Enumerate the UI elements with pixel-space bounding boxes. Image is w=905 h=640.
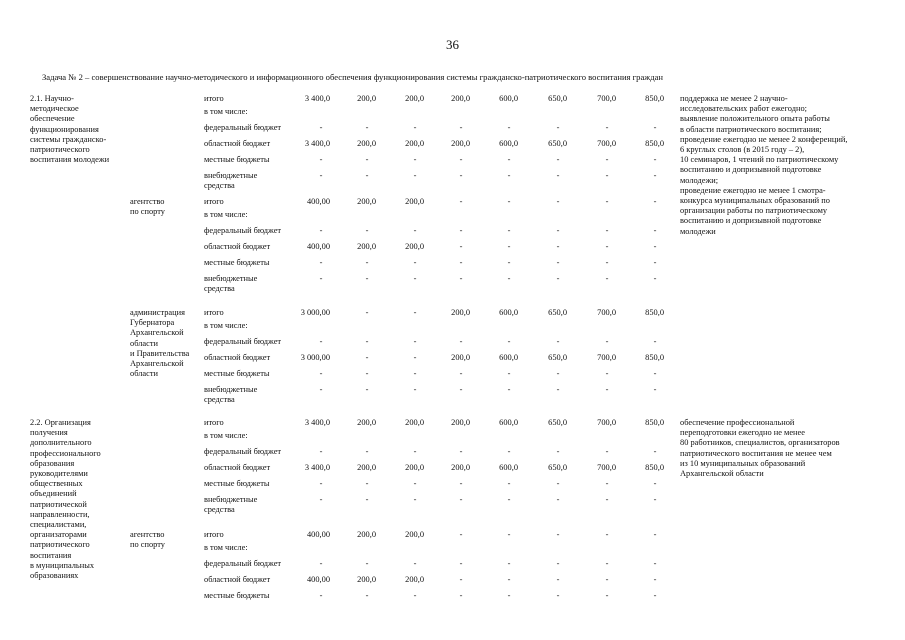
funding-source: федеральный бюджет: [204, 559, 282, 568]
funding-source: федеральный бюджет: [204, 447, 282, 456]
funding-source: областной бюджет: [204, 575, 271, 584]
value-cell: -: [365, 495, 369, 504]
funding-source: местные бюджеты: [204, 479, 270, 488]
value-cell: -: [413, 171, 417, 180]
value-cell: 700,0: [597, 94, 616, 103]
value-cell: 200,0: [357, 139, 376, 148]
value-cell: -: [319, 274, 323, 283]
value-cell: -: [556, 337, 560, 346]
value-cell: -: [413, 559, 417, 568]
value-cell: -: [507, 447, 511, 456]
value-cell: -: [605, 258, 609, 267]
value-cell: 3 000,00: [300, 308, 330, 317]
value-cell: 850,0: [645, 353, 664, 362]
value-cell: -: [556, 242, 560, 251]
executor: агентство по спорту: [130, 197, 165, 217]
funding-source: итого: [204, 197, 224, 206]
value-cell: 200,0: [451, 418, 470, 427]
value-cell: 600,0: [499, 94, 518, 103]
funding-source: в том числе:: [204, 107, 248, 116]
value-cell: 700,0: [597, 308, 616, 317]
task-title: Задача № 2 – совершенствование научно-методического и информационного обеспечения функционирования системы гражданско-патриотического воспитания граждан: [42, 72, 664, 82]
value-cell: -: [605, 369, 609, 378]
value-cell: -: [507, 369, 511, 378]
value-cell: 200,0: [451, 308, 470, 317]
funding-source: в том числе:: [204, 431, 248, 440]
value-cell: -: [507, 575, 511, 584]
value-cell: -: [459, 258, 463, 267]
value-cell: -: [459, 385, 463, 394]
value-cell: 650,0: [548, 418, 567, 427]
value-cell: 3 400,0: [304, 139, 330, 148]
value-cell: -: [365, 369, 369, 378]
value-cell: -: [605, 385, 609, 394]
value-cell: -: [459, 369, 463, 378]
value-cell: -: [413, 495, 417, 504]
value-cell: -: [459, 495, 463, 504]
value-cell: -: [605, 197, 609, 206]
value-cell: 200,0: [405, 575, 424, 584]
value-cell: -: [319, 171, 323, 180]
value-cell: -: [365, 479, 369, 488]
value-cell: -: [459, 155, 463, 164]
value-cell: 200,0: [357, 530, 376, 539]
value-cell: -: [507, 337, 511, 346]
page-number: 36: [446, 37, 459, 52]
value-cell: -: [605, 171, 609, 180]
value-cell: 700,0: [597, 139, 616, 148]
value-cell: 850,0: [645, 463, 664, 472]
value-cell: 200,0: [451, 94, 470, 103]
value-cell: 200,0: [357, 418, 376, 427]
value-cell: -: [507, 559, 511, 568]
value-cell: -: [507, 591, 511, 600]
value-cell: -: [365, 226, 369, 235]
value-cell: 400,00: [306, 242, 330, 251]
value-cell: 700,0: [597, 353, 616, 362]
value-cell: -: [653, 242, 657, 251]
value-cell: -: [556, 171, 560, 180]
value-cell: -: [653, 274, 657, 283]
value-cell: 850,0: [645, 94, 664, 103]
value-cell: -: [507, 226, 511, 235]
value-cell: -: [365, 385, 369, 394]
value-cell: -: [556, 575, 560, 584]
value-cell: 200,0: [405, 139, 424, 148]
value-cell: 200,0: [357, 197, 376, 206]
value-cell: 700,0: [597, 418, 616, 427]
value-cell: -: [459, 242, 463, 251]
value-cell: -: [653, 171, 657, 180]
value-cell: 200,0: [357, 575, 376, 584]
value-cell: 3 400,0: [304, 418, 330, 427]
value-cell: -: [319, 155, 323, 164]
value-cell: -: [556, 591, 560, 600]
value-cell: 200,0: [357, 242, 376, 251]
value-cell: -: [653, 123, 657, 132]
value-cell: -: [413, 274, 417, 283]
value-cell: 3 400,0: [304, 463, 330, 472]
funding-source: областной бюджет: [204, 139, 271, 148]
value-cell: 200,0: [451, 353, 470, 362]
value-cell: -: [365, 591, 369, 600]
value-cell: -: [605, 226, 609, 235]
value-cell: -: [507, 258, 511, 267]
value-cell: 600,0: [499, 463, 518, 472]
value-cell: 200,0: [405, 94, 424, 103]
funding-source: в том числе:: [204, 321, 248, 330]
value-cell: 850,0: [645, 308, 664, 317]
value-cell: -: [653, 447, 657, 456]
value-cell: -: [507, 123, 511, 132]
value-cell: -: [459, 591, 463, 600]
value-cell: -: [413, 369, 417, 378]
value-cell: -: [319, 479, 323, 488]
executor: агентство по спорту: [130, 530, 165, 550]
value-cell: -: [653, 258, 657, 267]
funding-source: итого: [204, 530, 224, 539]
value-cell: -: [459, 197, 463, 206]
value-cell: 200,0: [451, 139, 470, 148]
value-cell: -: [653, 591, 657, 600]
value-cell: -: [319, 337, 323, 346]
value-cell: -: [653, 226, 657, 235]
value-cell: 850,0: [645, 418, 664, 427]
value-cell: 400,00: [306, 575, 330, 584]
value-cell: -: [319, 447, 323, 456]
funding-source: местные бюджеты: [204, 258, 270, 267]
value-cell: -: [605, 123, 609, 132]
funding-source: внебюджетные средства: [204, 495, 258, 515]
value-cell: -: [365, 559, 369, 568]
value-cell: -: [556, 155, 560, 164]
value-cell: -: [365, 447, 369, 456]
value-cell: -: [653, 559, 657, 568]
value-cell: -: [459, 123, 463, 132]
value-cell: -: [365, 258, 369, 267]
value-cell: -: [413, 308, 417, 317]
value-cell: -: [653, 479, 657, 488]
value-cell: -: [413, 447, 417, 456]
value-cell: -: [605, 447, 609, 456]
value-cell: -: [459, 530, 463, 539]
value-cell: 650,0: [548, 94, 567, 103]
value-cell: -: [507, 495, 511, 504]
value-cell: -: [653, 530, 657, 539]
value-cell: -: [459, 559, 463, 568]
value-cell: -: [319, 495, 323, 504]
expected-result: поддержка не менее 2 научно- исследовательских работ ежегодно; выявление положительного опыта работы в области патриотического воспитания; проведение ежегодно не менее 2 конференций, 6 круглых столов (в 2015 году – 2), 10 семинаров, 1 чтений по патриотическому воспитанию и допризывной подготовке молодежи; проведение ежегодно не менее 1 смотра- конкурса муниципальных образований по организации работы по патриотическому воспитанию и допризывной подготовке молодежи: [680, 94, 848, 236]
value-cell: -: [507, 242, 511, 251]
value-cell: 200,0: [357, 94, 376, 103]
funding-source: внебюджетные средства: [204, 385, 258, 405]
funding-source: местные бюджеты: [204, 369, 270, 378]
funding-source: в том числе:: [204, 210, 248, 219]
value-cell: -: [459, 479, 463, 488]
value-cell: -: [605, 559, 609, 568]
value-cell: -: [653, 495, 657, 504]
value-cell: -: [507, 274, 511, 283]
value-cell: -: [653, 369, 657, 378]
value-cell: -: [413, 155, 417, 164]
value-cell: -: [556, 369, 560, 378]
value-cell: -: [507, 171, 511, 180]
value-cell: -: [413, 123, 417, 132]
value-cell: -: [556, 559, 560, 568]
value-cell: -: [413, 479, 417, 488]
value-cell: 600,0: [499, 139, 518, 148]
value-cell: -: [556, 479, 560, 488]
value-cell: -: [605, 530, 609, 539]
value-cell: -: [319, 591, 323, 600]
executor: администрация Губернатора Архангельской области и Правительства Архангельской области: [130, 308, 190, 379]
value-cell: -: [365, 274, 369, 283]
value-cell: -: [556, 226, 560, 235]
value-cell: -: [556, 447, 560, 456]
value-cell: -: [459, 447, 463, 456]
value-cell: 3 400,0: [304, 94, 330, 103]
value-cell: -: [365, 155, 369, 164]
value-cell: 200,0: [451, 463, 470, 472]
value-cell: -: [459, 226, 463, 235]
value-cell: -: [605, 575, 609, 584]
value-cell: 200,0: [405, 242, 424, 251]
value-cell: -: [413, 226, 417, 235]
value-cell: -: [653, 575, 657, 584]
value-cell: -: [605, 591, 609, 600]
value-cell: -: [653, 197, 657, 206]
funding-source: областной бюджет: [204, 353, 271, 362]
value-cell: 600,0: [499, 353, 518, 362]
value-cell: -: [319, 123, 323, 132]
value-cell: -: [556, 495, 560, 504]
value-cell: -: [556, 530, 560, 539]
value-cell: 700,0: [597, 463, 616, 472]
funding-source: областной бюджет: [204, 463, 271, 472]
value-cell: -: [413, 385, 417, 394]
value-cell: -: [653, 385, 657, 394]
value-cell: -: [319, 559, 323, 568]
value-cell: -: [319, 369, 323, 378]
value-cell: 400,00: [306, 197, 330, 206]
value-cell: -: [365, 353, 369, 362]
value-cell: 200,0: [405, 463, 424, 472]
funding-source: внебюджетные средства: [204, 171, 258, 191]
value-cell: -: [507, 479, 511, 488]
measure-name: 2.1. Научно- методическое обеспечение функционирования системы гражданско- патриотического воспитания молодежи: [30, 94, 110, 165]
funding-source: в том числе:: [204, 543, 248, 552]
value-cell: -: [365, 337, 369, 346]
value-cell: -: [605, 495, 609, 504]
funding-source: федеральный бюджет: [204, 337, 282, 346]
value-cell: -: [459, 274, 463, 283]
value-cell: -: [365, 308, 369, 317]
value-cell: 650,0: [548, 308, 567, 317]
value-cell: -: [653, 155, 657, 164]
value-cell: 400,00: [306, 530, 330, 539]
value-cell: 200,0: [405, 418, 424, 427]
value-cell: -: [507, 385, 511, 394]
funding-source: итого: [204, 308, 224, 317]
value-cell: -: [319, 258, 323, 267]
value-cell: -: [413, 337, 417, 346]
value-cell: 200,0: [357, 463, 376, 472]
value-cell: -: [459, 337, 463, 346]
value-cell: -: [556, 385, 560, 394]
funding-source: внебюджетные средства: [204, 274, 258, 294]
value-cell: -: [556, 123, 560, 132]
value-cell: 200,0: [405, 197, 424, 206]
funding-source: федеральный бюджет: [204, 123, 282, 132]
value-cell: -: [459, 575, 463, 584]
value-cell: -: [605, 155, 609, 164]
value-cell: -: [605, 479, 609, 488]
funding-source: итого: [204, 418, 224, 427]
value-cell: -: [365, 171, 369, 180]
value-cell: -: [556, 197, 560, 206]
value-cell: -: [413, 353, 417, 362]
value-cell: -: [605, 274, 609, 283]
value-cell: 3 000,00: [300, 353, 330, 362]
measure-name: 2.2. Организация получения дополнительного профессионального образования руководителями общественных объединений патриотической направленности, специалистами, организаторами патриотического воспитания в муниципальных образованиях: [30, 418, 101, 581]
value-cell: -: [319, 226, 323, 235]
value-cell: -: [556, 258, 560, 267]
value-cell: -: [319, 385, 323, 394]
value-cell: -: [413, 591, 417, 600]
value-cell: -: [507, 530, 511, 539]
funding-source: итого: [204, 94, 224, 103]
funding-source: местные бюджеты: [204, 591, 270, 600]
funding-source: областной бюджет: [204, 242, 271, 251]
value-cell: -: [459, 171, 463, 180]
value-cell: -: [605, 337, 609, 346]
value-cell: -: [605, 242, 609, 251]
value-cell: 650,0: [548, 139, 567, 148]
value-cell: 600,0: [499, 418, 518, 427]
value-cell: -: [556, 274, 560, 283]
value-cell: -: [507, 197, 511, 206]
value-cell: -: [653, 337, 657, 346]
value-cell: -: [507, 155, 511, 164]
value-cell: 650,0: [548, 463, 567, 472]
value-cell: 650,0: [548, 353, 567, 362]
value-cell: -: [365, 123, 369, 132]
expected-result: обеспечение профессиональной переподготовки ежегодно не менее 80 работников, специалистов, организаторов патриотического воспитания не менее чем из 10 муниципальных образований Архангельской области: [680, 418, 840, 479]
value-cell: 850,0: [645, 139, 664, 148]
funding-source: местные бюджеты: [204, 155, 270, 164]
value-cell: -: [413, 258, 417, 267]
funding-source: федеральный бюджет: [204, 226, 282, 235]
value-cell: 600,0: [499, 308, 518, 317]
value-cell: 200,0: [405, 530, 424, 539]
